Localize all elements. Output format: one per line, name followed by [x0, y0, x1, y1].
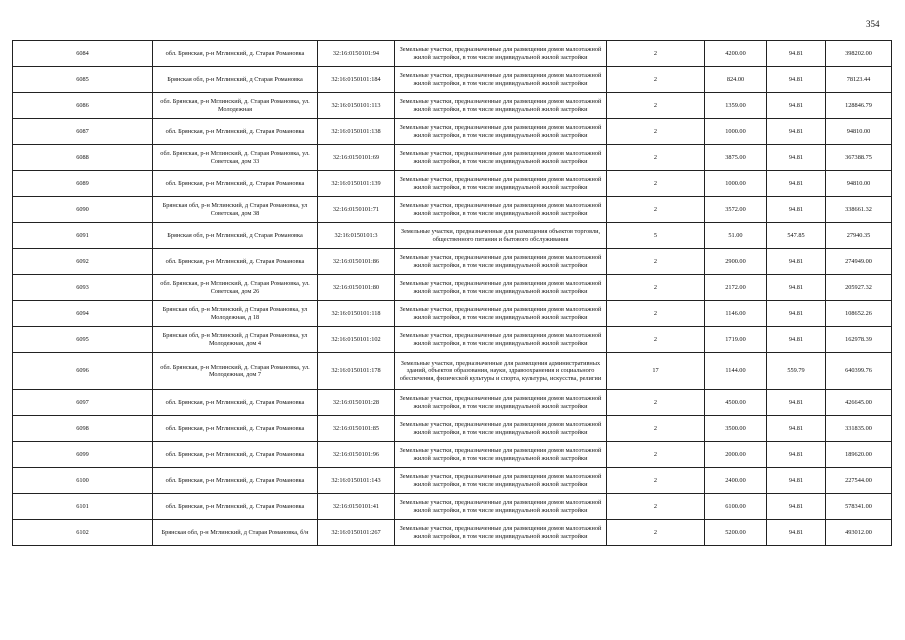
cadastral-number-cell: 32:16:0150101:143 [318, 468, 395, 494]
cadastral-value-cell: 578341.00 [826, 494, 892, 520]
land-use-cell: Земельные участки, предназначенные для размещения домов малоэтажной жилой застройки, в том числе индивидуальной жилой застройки [395, 119, 607, 145]
address-cell: Брянская обл, р-н Мглинский, д Старая Романовка [153, 67, 318, 93]
page-number: 354 [866, 19, 880, 29]
table-row [13, 327, 892, 353]
group-cell: 2 [607, 494, 705, 520]
row-number-cell: 6091 [13, 223, 153, 249]
group-cell: 2 [607, 249, 705, 275]
table-row [13, 93, 892, 119]
land-use-cell: Земельные участки, предназначенные для размещения объектов торговли, общественного питания и бытового обслуживания [395, 223, 607, 249]
row-number-cell: 6094 [13, 301, 153, 327]
land-use-cell: Земельные участки, предназначенные для размещения административных зданий, объектов образования, науки, здравоохранения и социального обеспечения, физической культуры и спорта, культуры, искусства, религии [395, 353, 607, 390]
row-number-cell: 6086 [13, 93, 153, 119]
specific-value-cell: 94.81 [767, 249, 826, 275]
specific-value-cell: 94.81 [767, 520, 826, 546]
land-use-cell: Земельные участки, предназначенные для размещения домов малоэтажной жилой застройки, в том числе индивидуальной жилой застройки [395, 468, 607, 494]
address-cell: обл. Брянская, р-н Мглинский, д. Старая Романовка [153, 41, 318, 67]
cadastral-value-cell: 94810.00 [826, 119, 892, 145]
address-cell: обл. Брянская, р-н Мглинский, д. Старая Романовка, ул. Советская, дом 26 [153, 275, 318, 301]
group-cell: 2 [607, 119, 705, 145]
table-row [13, 390, 892, 416]
group-cell: 2 [607, 327, 705, 353]
cadastral-number-cell: 32:16:0150101:94 [318, 41, 395, 67]
area-cell: 4200.00 [705, 41, 767, 67]
cadastral-number-cell: 32:16:0150101:85 [318, 416, 395, 442]
address-cell: обл. Брянская, р-н Мглинский, д. Старая Романовка [153, 390, 318, 416]
cadastral-value-cell: 398202.00 [826, 41, 892, 67]
address-cell: обл. Брянская, р-н Мглинский, д. Старая Романовка [153, 416, 318, 442]
table-row [13, 494, 892, 520]
table-row [13, 145, 892, 171]
table-row [13, 223, 892, 249]
land-use-cell: Земельные участки, предназначенные для размещения домов малоэтажной жилой застройки, в том числе индивидуальной жилой застройки [395, 93, 607, 119]
row-number-cell: 6093 [13, 275, 153, 301]
area-cell: 1146.00 [705, 301, 767, 327]
cadastral-value-table [12, 40, 892, 546]
area-cell: 2400.00 [705, 468, 767, 494]
address-cell: Брянская обл, р-н Мглинский, д Старая Романовка, ул Советская, дом 38 [153, 197, 318, 223]
table-row [13, 67, 892, 93]
table-row [13, 442, 892, 468]
group-cell: 2 [607, 67, 705, 93]
table-row [13, 468, 892, 494]
group-cell: 2 [607, 197, 705, 223]
cadastral-number-cell: 32:16:0150101:96 [318, 442, 395, 468]
specific-value-cell: 94.81 [767, 275, 826, 301]
cadastral-value-cell: 367388.75 [826, 145, 892, 171]
land-use-cell: Земельные участки, предназначенные для размещения домов малоэтажной жилой застройки, в том числе индивидуальной жилой застройки [395, 275, 607, 301]
area-cell: 824.00 [705, 67, 767, 93]
area-cell: 51.00 [705, 223, 767, 249]
area-cell: 3572.00 [705, 197, 767, 223]
address-cell: обл. Брянская, р-н Мглинский, д. Старая Романовка, ул. Молодежная [153, 93, 318, 119]
table-row [13, 119, 892, 145]
specific-value-cell: 94.81 [767, 197, 826, 223]
land-use-cell: Земельные участки, предназначенные для размещения домов малоэтажной жилой застройки, в том числе индивидуальной жилой застройки [395, 327, 607, 353]
area-cell: 2900.00 [705, 249, 767, 275]
table-row [13, 353, 892, 390]
cadastral-number-cell: 32:16:0150101:267 [318, 520, 395, 546]
cadastral-number-cell: 32:16:0150101:3 [318, 223, 395, 249]
area-cell: 1719.00 [705, 327, 767, 353]
row-number-cell: 6099 [13, 442, 153, 468]
cadastral-number-cell: 32:16:0150101:178 [318, 353, 395, 390]
address-cell: обл. Брянская, р-н Мглинский, д. Старая Романовка [153, 442, 318, 468]
table-row [13, 520, 892, 546]
specific-value-cell: 94.81 [767, 494, 826, 520]
group-cell: 17 [607, 353, 705, 390]
cadastral-number-cell: 32:16:0150101:28 [318, 390, 395, 416]
cadastral-value-cell: 189620.00 [826, 442, 892, 468]
cadastral-number-cell: 32:16:0150101:139 [318, 171, 395, 197]
table-row [13, 275, 892, 301]
land-use-cell: Земельные участки, предназначенные для размещения домов малоэтажной жилой застройки, в том числе индивидуальной жилой застройки [395, 494, 607, 520]
row-number-cell: 6089 [13, 171, 153, 197]
specific-value-cell: 559.79 [767, 353, 826, 390]
group-cell: 2 [607, 468, 705, 494]
group-cell: 2 [607, 93, 705, 119]
row-number-cell: 6096 [13, 353, 153, 390]
group-cell: 2 [607, 520, 705, 546]
group-cell: 2 [607, 301, 705, 327]
cadastral-number-cell: 32:16:0150101:118 [318, 301, 395, 327]
group-cell: 2 [607, 442, 705, 468]
cadastral-value-cell: 78123.44 [826, 67, 892, 93]
row-number-cell: 6098 [13, 416, 153, 442]
area-cell: 1000.00 [705, 119, 767, 145]
specific-value-cell: 94.81 [767, 327, 826, 353]
specific-value-cell: 94.81 [767, 416, 826, 442]
cadastral-value-cell: 426645.00 [826, 390, 892, 416]
cadastral-number-cell: 32:16:0150101:113 [318, 93, 395, 119]
area-cell: 1144.00 [705, 353, 767, 390]
area-cell: 1000.00 [705, 171, 767, 197]
group-cell: 2 [607, 145, 705, 171]
row-number-cell: 6084 [13, 41, 153, 67]
specific-value-cell: 94.81 [767, 93, 826, 119]
row-number-cell: 6090 [13, 197, 153, 223]
cadastral-value-cell: 108652.26 [826, 301, 892, 327]
cadastral-value-cell: 338661.32 [826, 197, 892, 223]
row-number-cell: 6100 [13, 468, 153, 494]
specific-value-cell: 94.81 [767, 390, 826, 416]
land-use-cell: Земельные участки, предназначенные для размещения домов малоэтажной жилой застройки, в том числе индивидуальной жилой застройки [395, 301, 607, 327]
cadastral-number-cell: 32:16:0150101:69 [318, 145, 395, 171]
address-cell: обл. Брянская, р-н Мглинский, д. Старая Романовка [153, 119, 318, 145]
specific-value-cell: 547.85 [767, 223, 826, 249]
row-number-cell: 6088 [13, 145, 153, 171]
group-cell: 2 [607, 171, 705, 197]
specific-value-cell: 94.81 [767, 301, 826, 327]
specific-value-cell: 94.81 [767, 145, 826, 171]
cadastral-value-cell: 274949.00 [826, 249, 892, 275]
area-cell: 3875.00 [705, 145, 767, 171]
address-cell: обл. Брянская, р-н Мглинский, д. Старая Романовка, ул. Молодежная, дом 7 [153, 353, 318, 390]
group-cell: 2 [607, 275, 705, 301]
cadastral-value-cell: 640399.76 [826, 353, 892, 390]
address-cell: обл. Брянская, р-н Мглинский, д. Старая Романовка [153, 468, 318, 494]
specific-value-cell: 94.81 [767, 41, 826, 67]
specific-value-cell: 94.81 [767, 119, 826, 145]
land-use-cell: Земельные участки, предназначенные для размещения домов малоэтажной жилой застройки, в том числе индивидуальной жилой застройки [395, 171, 607, 197]
cadastral-value-cell: 493012.00 [826, 520, 892, 546]
group-cell: 5 [607, 223, 705, 249]
table-body [13, 41, 892, 546]
table-row [13, 301, 892, 327]
address-cell: обл. Брянская, р-н Мглинский, д. Старая Романовка, ул. Советская, дом 33 [153, 145, 318, 171]
table-row [13, 249, 892, 275]
row-number-cell: 6097 [13, 390, 153, 416]
address-cell: обл. Брянская, р-н Мглинский, д. Старая Романовка [153, 494, 318, 520]
cadastral-number-cell: 32:16:0150101:184 [318, 67, 395, 93]
cadastral-value-cell: 331835.00 [826, 416, 892, 442]
cadastral-value-cell: 27940.35 [826, 223, 892, 249]
land-use-cell: Земельные участки, предназначенные для размещения домов малоэтажной жилой застройки, в том числе индивидуальной жилой застройки [395, 390, 607, 416]
row-number-cell: 6095 [13, 327, 153, 353]
specific-value-cell: 94.81 [767, 67, 826, 93]
area-cell: 2000.00 [705, 442, 767, 468]
area-cell: 2172.00 [705, 275, 767, 301]
area-cell: 5200.00 [705, 520, 767, 546]
cadastral-value-cell: 94810.00 [826, 171, 892, 197]
group-cell: 2 [607, 41, 705, 67]
cadastral-number-cell: 32:16:0150101:80 [318, 275, 395, 301]
address-cell: Брянская обл, р-н Мглинский, д Старая Романовка [153, 223, 318, 249]
area-cell: 3500.00 [705, 416, 767, 442]
area-cell: 1359.00 [705, 93, 767, 119]
cadastral-number-cell: 32:16:0150101:138 [318, 119, 395, 145]
row-number-cell: 6085 [13, 67, 153, 93]
table-row [13, 41, 892, 67]
row-number-cell: 6087 [13, 119, 153, 145]
address-cell: Брянская обл, р-н Мглинский, д Старая Романовка, ул Молодежная, дом 4 [153, 327, 318, 353]
specific-value-cell: 94.81 [767, 442, 826, 468]
row-number-cell: 6101 [13, 494, 153, 520]
land-use-cell: Земельные участки, предназначенные для размещения домов малоэтажной жилой застройки, в том числе индивидуальной жилой застройки [395, 249, 607, 275]
land-use-cell: Земельные участки, предназначенные для размещения домов малоэтажной жилой застройки, в том числе индивидуальной жилой застройки [395, 67, 607, 93]
row-number-cell: 6092 [13, 249, 153, 275]
cadastral-value-cell: 128846.79 [826, 93, 892, 119]
group-cell: 2 [607, 416, 705, 442]
land-use-cell: Земельные участки, предназначенные для размещения домов малоэтажной жилой застройки, в том числе индивидуальной жилой застройки [395, 145, 607, 171]
specific-value-cell: 94.81 [767, 171, 826, 197]
group-cell: 2 [607, 390, 705, 416]
land-use-cell: Земельные участки, предназначенные для размещения домов малоэтажной жилой застройки, в том числе индивидуальной жилой застройки [395, 416, 607, 442]
address-cell: Брянская обл, р-н Мглинский, д Старая Романовка, ул Молодежная, д 18 [153, 301, 318, 327]
table-row [13, 416, 892, 442]
specific-value-cell: 94.81 [767, 468, 826, 494]
cadastral-number-cell: 32:16:0150101:86 [318, 249, 395, 275]
cadastral-value-cell: 162978.39 [826, 327, 892, 353]
area-cell: 6100.00 [705, 494, 767, 520]
land-use-cell: Земельные участки, предназначенные для размещения домов малоэтажной жилой застройки, в том числе индивидуальной жилой застройки [395, 520, 607, 546]
address-cell: обл. Брянская, р-н Мглинский, д. Старая Романовка [153, 171, 318, 197]
cadastral-number-cell: 32:16:0150101:71 [318, 197, 395, 223]
land-use-cell: Земельные участки, предназначенные для размещения домов малоэтажной жилой застройки, в том числе индивидуальной жилой застройки [395, 442, 607, 468]
cadastral-number-cell: 32:16:0150101:41 [318, 494, 395, 520]
cadastral-number-cell: 32:16:0150101:102 [318, 327, 395, 353]
land-use-cell: Земельные участки, предназначенные для размещения домов малоэтажной жилой застройки, в том числе индивидуальной жилой застройки [395, 197, 607, 223]
land-use-cell: Земельные участки, предназначенные для размещения домов малоэтажной жилой застройки, в том числе индивидуальной жилой застройки [395, 41, 607, 67]
table-row [13, 171, 892, 197]
table-row [13, 197, 892, 223]
cadastral-value-cell: 205927.32 [826, 275, 892, 301]
address-cell: Брянская обл, р-н Мглинский, д Старая Романовка, б/н [153, 520, 318, 546]
area-cell: 4500.00 [705, 390, 767, 416]
address-cell: обл. Брянская, р-н Мглинский, д. Старая Романовка [153, 249, 318, 275]
row-number-cell: 6102 [13, 520, 153, 546]
cadastral-value-cell: 227544.00 [826, 468, 892, 494]
